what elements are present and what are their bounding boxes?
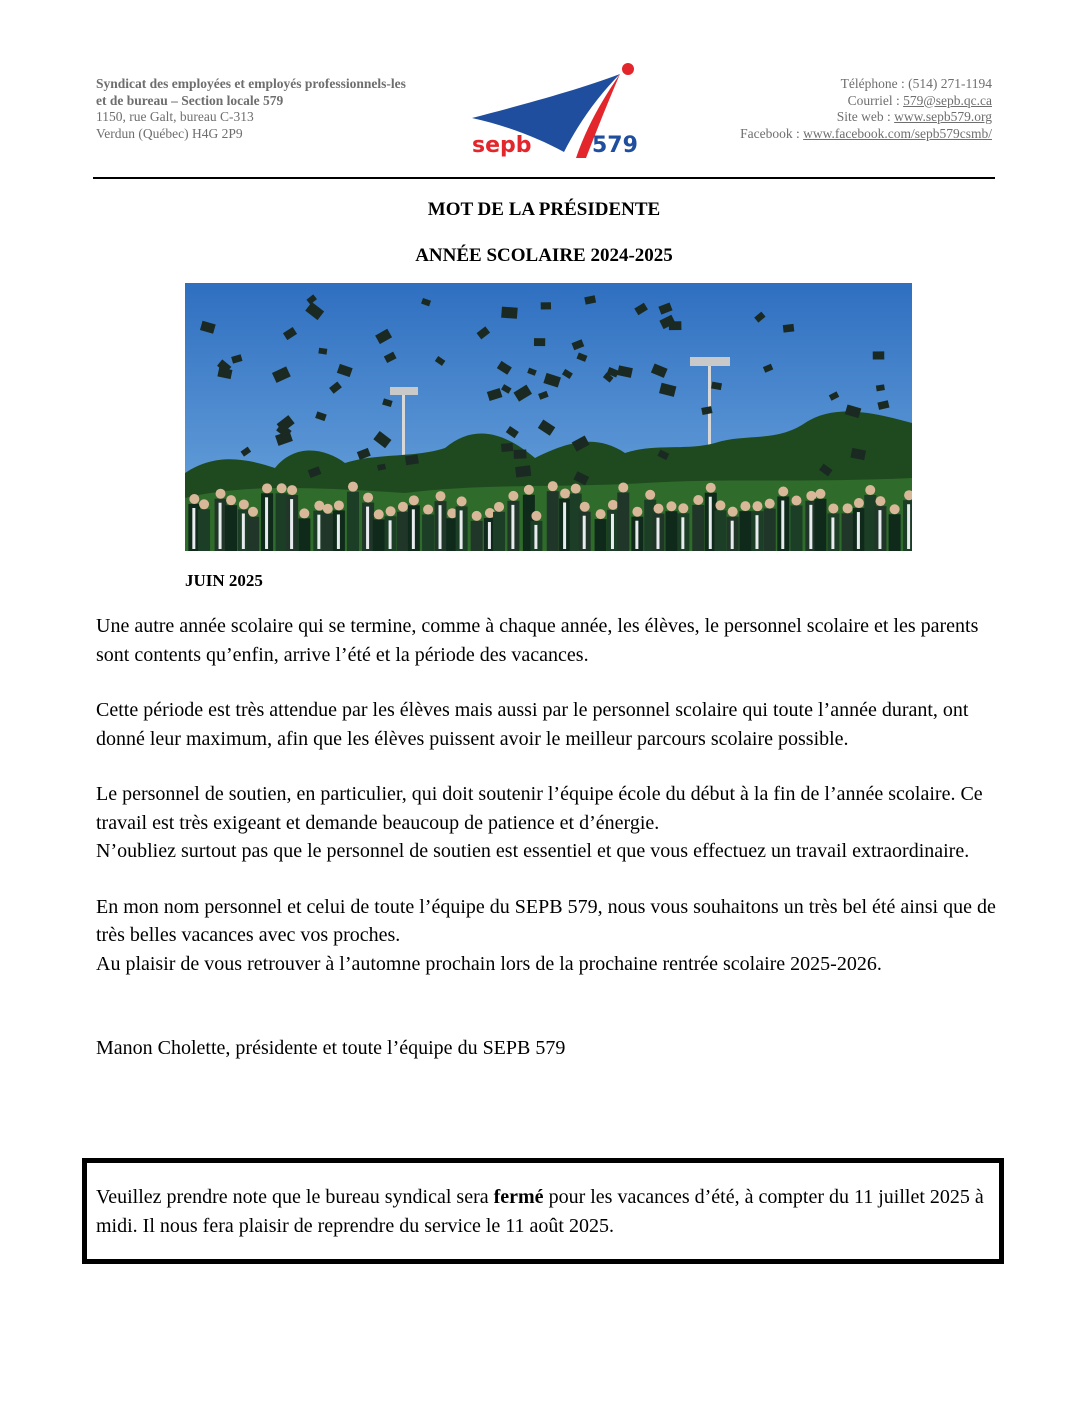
page-title: MOT DE LA PRÉSIDENTE bbox=[427, 199, 661, 220]
notice-text-before: Veuillez prendre note que le bureau syndical sera bbox=[96, 1186, 494, 1208]
graduate-figure bbox=[225, 505, 237, 551]
graduate-head bbox=[865, 485, 875, 495]
address-line2: Verdun (Québec) H4G 2P9 bbox=[96, 125, 243, 141]
graduate-figure bbox=[373, 519, 385, 551]
graduate-head bbox=[226, 495, 236, 505]
office-closure-notice bbox=[82, 1158, 1004, 1264]
graduate-head bbox=[409, 495, 419, 505]
graduate-head bbox=[508, 491, 518, 501]
graduate-stole bbox=[611, 514, 614, 549]
facebook-label: Facebook : bbox=[740, 125, 804, 141]
graduate-head bbox=[363, 493, 373, 503]
paragraph-3 bbox=[96, 780, 996, 866]
graduate-stole bbox=[583, 516, 586, 549]
paragraph-3-line-a: Le personnel de soutien, en particulier, qui doit soutenir l’équipe école du début à la fin de l’année scolaire. Ce travail est très exigeant et demande beaucoup de patience et d’énergie. bbox=[96, 783, 983, 834]
graduate-stole bbox=[563, 502, 566, 549]
graduate-stole bbox=[460, 510, 463, 549]
website-link[interactable]: www.sepb579.org bbox=[894, 109, 992, 124]
facebook-line bbox=[672, 126, 992, 143]
graduation-cap-icon bbox=[501, 443, 513, 452]
graduate-head bbox=[608, 500, 618, 510]
sepb-579-logo bbox=[468, 62, 640, 162]
graduate-head bbox=[494, 502, 504, 512]
graduate-stole bbox=[439, 505, 442, 549]
graduate-head bbox=[436, 491, 446, 501]
organization-info bbox=[96, 76, 456, 142]
email-link[interactable]: 579@sepb.qc.ca bbox=[903, 92, 992, 108]
graduate-head bbox=[890, 504, 900, 514]
signature: Manon Cholette, présidente et toute l’équipe du SEPB 579 bbox=[96, 1037, 566, 1059]
graduate-figure bbox=[889, 514, 901, 551]
graduate-stole bbox=[857, 512, 860, 549]
graduate-stole bbox=[656, 518, 659, 549]
graduate-head bbox=[828, 503, 838, 513]
graduate-head bbox=[596, 509, 606, 519]
paragraph-3-line-b: N’oubliez surtout pas que le personnel de soutien est essentiel et que vous effectuez un travail extraordinaire. bbox=[96, 840, 970, 862]
graduate-head bbox=[386, 506, 396, 516]
graduate-stole bbox=[511, 505, 514, 549]
graduation-cap-icon bbox=[873, 351, 885, 359]
graduate-figure bbox=[714, 510, 726, 551]
graduate-head bbox=[778, 486, 788, 496]
contact-info bbox=[672, 76, 992, 142]
graduate-head bbox=[548, 481, 558, 491]
graduate-stole bbox=[412, 509, 415, 549]
graduate-head bbox=[580, 502, 590, 512]
paragraph-2: Cette période est très attendue par les élèves mais aussi par le personnel scolaire qui toute l’année durant, ont donné leur maximum, afin que les élèves puissent avoir le meilleur parcours scolaire possible. bbox=[96, 699, 969, 750]
letter-body bbox=[96, 612, 996, 1090]
graduation-photo bbox=[185, 283, 912, 551]
graduate-figure bbox=[322, 514, 334, 551]
header-divider bbox=[93, 177, 995, 179]
website-line bbox=[672, 109, 992, 126]
graduation-cap-icon bbox=[501, 307, 518, 319]
graduate-stole bbox=[878, 510, 881, 549]
graduate-head bbox=[216, 489, 226, 499]
graduate-head bbox=[645, 490, 655, 500]
graduate-head bbox=[765, 499, 775, 509]
graduate-figure bbox=[347, 492, 359, 551]
graduate-head bbox=[618, 483, 628, 493]
page-subtitle: ANNÉE SCOLAIRE 2024-2025 bbox=[415, 245, 673, 266]
email-label: Courriel : bbox=[847, 92, 904, 108]
graduate-head bbox=[287, 485, 297, 495]
graduate-head bbox=[472, 511, 482, 521]
graduate-figure bbox=[790, 506, 802, 551]
graduate-figure bbox=[692, 505, 704, 551]
graduate-stole bbox=[366, 507, 369, 549]
date-label: JUIN 2025 bbox=[185, 571, 263, 590]
graduate-stole bbox=[242, 513, 245, 549]
org-name-line2: et de bureau – Section locale 579 bbox=[96, 92, 284, 108]
graduate-head bbox=[752, 501, 762, 511]
graduate-stole bbox=[709, 497, 712, 549]
graduate-head bbox=[728, 507, 738, 517]
graduate-figure bbox=[617, 493, 629, 551]
graduation-cap-icon bbox=[318, 348, 327, 355]
graduate-head bbox=[457, 496, 467, 506]
graduation-cap-icon bbox=[541, 302, 551, 309]
graduate-stole bbox=[635, 521, 638, 549]
graduate-figure bbox=[471, 521, 483, 551]
graduate-figure bbox=[247, 517, 259, 551]
phone-number: (514) 271-1194 bbox=[908, 76, 992, 91]
graduate-stole bbox=[781, 500, 784, 549]
graduate-figure bbox=[814, 499, 826, 551]
paragraph-4-line-a: En mon nom personnel et celui de toute l’équipe du SEPB 579, nous vous souhaitons un très bel été ainsi que de très belles vacances avec vos proches. bbox=[96, 895, 996, 946]
graduation-cap-icon bbox=[405, 455, 419, 466]
graduate-stole bbox=[534, 525, 537, 549]
graduate-head bbox=[423, 505, 433, 515]
graduate-figure bbox=[739, 511, 751, 551]
phone-label: Téléphone : bbox=[840, 76, 909, 91]
graduate-figure bbox=[595, 519, 607, 551]
website-label: Site web : bbox=[836, 109, 895, 124]
org-name-line1: Syndicat des employées et employés professionnels-les bbox=[96, 76, 406, 91]
graduate-stole bbox=[809, 505, 812, 549]
facebook-link[interactable]: www.facebook.com/sepb579csmb/ bbox=[803, 125, 992, 141]
notice-text bbox=[96, 1183, 992, 1241]
graduate-stole bbox=[192, 508, 195, 549]
graduate-head bbox=[334, 500, 344, 510]
graduate-head bbox=[531, 511, 541, 521]
graduate-head bbox=[560, 488, 570, 498]
paragraph-4 bbox=[96, 893, 996, 979]
graduation-cap-icon bbox=[514, 449, 527, 458]
graduation-cap-icon bbox=[534, 338, 545, 346]
graduate-head bbox=[632, 507, 642, 517]
graduate-head bbox=[374, 509, 384, 519]
graduate-head bbox=[653, 504, 663, 514]
graduate-head bbox=[666, 501, 676, 511]
graduate-head bbox=[199, 499, 209, 509]
graduate-figure bbox=[397, 512, 409, 551]
graduate-stole bbox=[219, 503, 222, 549]
graduate-head bbox=[277, 483, 287, 493]
graduate-head bbox=[678, 503, 688, 513]
graduate-head bbox=[854, 498, 864, 508]
graduate-head bbox=[706, 483, 716, 493]
graduate-figure bbox=[198, 509, 210, 551]
graduate-stole bbox=[907, 504, 910, 549]
graduate-figure bbox=[547, 491, 559, 551]
graduate-head bbox=[815, 489, 825, 499]
graduation-cap-icon bbox=[515, 465, 531, 477]
graduate-stole bbox=[337, 514, 340, 549]
graduate-head bbox=[239, 499, 249, 509]
graduate-figure bbox=[764, 509, 776, 551]
graduate-figure bbox=[665, 511, 677, 551]
graduate-head bbox=[262, 483, 272, 493]
graduate-stole bbox=[681, 517, 684, 549]
graduate-figure bbox=[493, 512, 505, 551]
graduate-stole bbox=[265, 497, 268, 549]
paragraph-1: Une autre année scolaire qui se termine, comme à chaque année, les élèves, le personnel scolaire et les parents sont contents qu’enfin, arrive l’été et la période des vacances. bbox=[96, 615, 979, 666]
graduate-stole bbox=[731, 521, 734, 549]
logo-word: sepb bbox=[472, 133, 532, 158]
graduate-head bbox=[248, 507, 258, 517]
graduate-head bbox=[348, 482, 358, 492]
graduate-head bbox=[189, 494, 199, 504]
graduate-head bbox=[323, 504, 333, 514]
notice-text-after: pour les vacances d’été, à compter du 11 juillet 2025 à midi. Il nous fera plaisir de reprendre du service le 11 août 2025. bbox=[96, 1186, 984, 1237]
graduate-stole bbox=[831, 517, 834, 549]
graduate-head bbox=[571, 484, 581, 494]
email-line bbox=[672, 93, 992, 110]
notice-text-bold: fermé bbox=[493, 1186, 544, 1208]
graduate-head bbox=[715, 500, 725, 510]
graduate-head bbox=[875, 496, 885, 506]
graduate-figure bbox=[842, 513, 854, 551]
graduate-head bbox=[299, 508, 309, 518]
graduate-head bbox=[524, 485, 534, 495]
logo-number: 579 bbox=[592, 133, 638, 158]
graduate-figure bbox=[298, 518, 310, 551]
graduate-stole bbox=[389, 520, 392, 549]
graduate-stole bbox=[488, 522, 491, 549]
graduate-head bbox=[398, 502, 408, 512]
address-line1: 1150, rue Galt, bureau C-313 bbox=[96, 109, 254, 124]
graduate-figure bbox=[422, 515, 434, 551]
phone-line bbox=[672, 76, 992, 93]
graduate-stole bbox=[290, 499, 293, 549]
graduate-head bbox=[693, 495, 703, 505]
paragraph-4-line-b: Au plaisir de vous retrouver à l’automne prochain lors de la prochaine rentrée scolaire 2025-2026. bbox=[96, 952, 882, 975]
graduate-stole bbox=[317, 515, 320, 549]
graduate-head bbox=[791, 496, 801, 506]
graduate-figure bbox=[276, 493, 288, 551]
graduate-stole bbox=[755, 515, 758, 549]
graduate-head bbox=[740, 501, 750, 511]
graduation-cap-icon bbox=[783, 324, 795, 333]
graduate-head bbox=[843, 503, 853, 513]
